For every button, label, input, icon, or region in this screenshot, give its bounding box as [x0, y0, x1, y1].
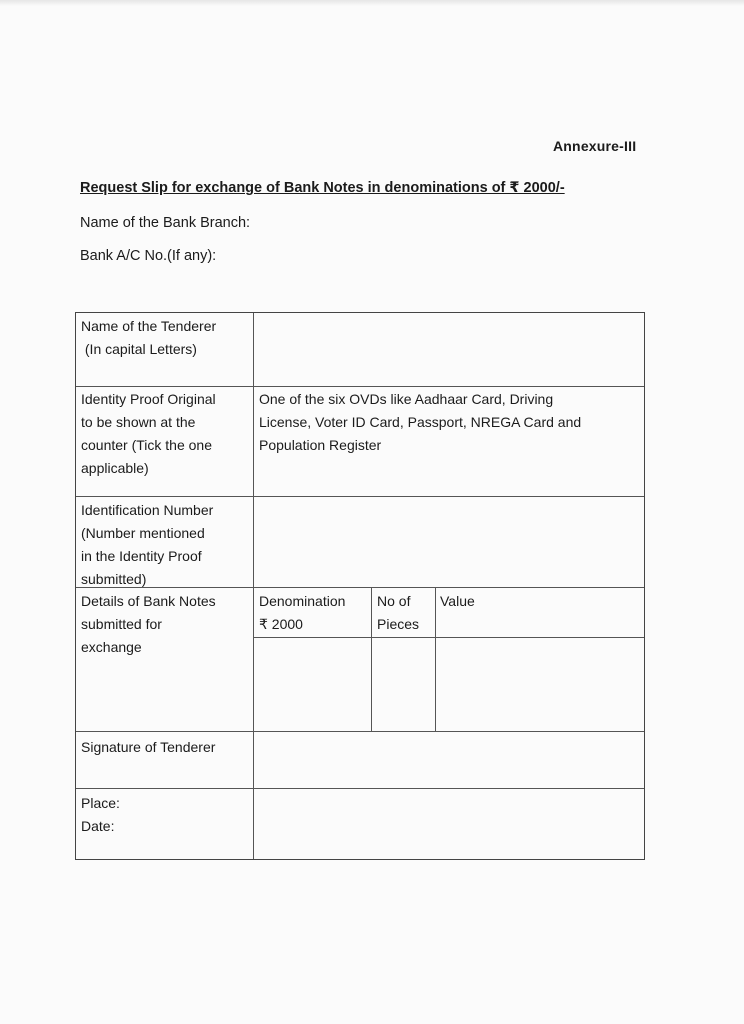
tenderer-name-label: Name of the Tenderer (In capital Letters)	[81, 318, 217, 357]
annexure-label: Annexure-III	[553, 138, 637, 154]
denomination-header: Denomination ₹ 2000	[259, 590, 345, 636]
page-edge	[0, 0, 744, 6]
pieces-entry-field[interactable]	[372, 638, 435, 731]
identification-number-field[interactable]	[254, 497, 644, 587]
identity-proof-options[interactable]: One of the six OVDs like Aadhaar Card, Driving License, Voter ID Card, Passport, NREGA Card and Population Register	[259, 391, 582, 453]
identity-proof-label: Identity Proof Original to be shown at the counter (Tick the one applicable)	[81, 391, 216, 476]
bank-account-label: Bank A/C No.(If any):	[80, 248, 217, 264]
tenderer-name-field[interactable]	[254, 313, 644, 386]
signature-label: Signature of Tenderer	[81, 739, 216, 755]
value-header: Value	[440, 593, 475, 609]
request-slip-table	[75, 312, 645, 860]
place-date-label	[81, 792, 120, 838]
row-divider	[76, 386, 644, 387]
bank-branch-label: Name of the Bank Branch:	[80, 215, 251, 231]
pieces-header: No of Pieces	[377, 593, 420, 632]
bank-notes-label: Details of Bank Notes submitted for exchange	[81, 593, 216, 655]
page-title: Request Slip for exchange of Bank Notes in denominations of ₹ 2000/-	[80, 180, 565, 196]
value-entry-field[interactable]	[436, 638, 644, 731]
denomination-value: ₹ 2000	[259, 616, 303, 632]
signature-field[interactable]	[254, 732, 644, 788]
date-label: Date:	[81, 818, 115, 834]
place-date-field[interactable]	[254, 789, 644, 859]
denomination-entry-field[interactable]	[254, 638, 371, 731]
identification-number-label: Identification Number (Number mentioned in the Identity Proof submitted)	[81, 502, 214, 587]
place-label: Place:	[81, 795, 120, 811]
